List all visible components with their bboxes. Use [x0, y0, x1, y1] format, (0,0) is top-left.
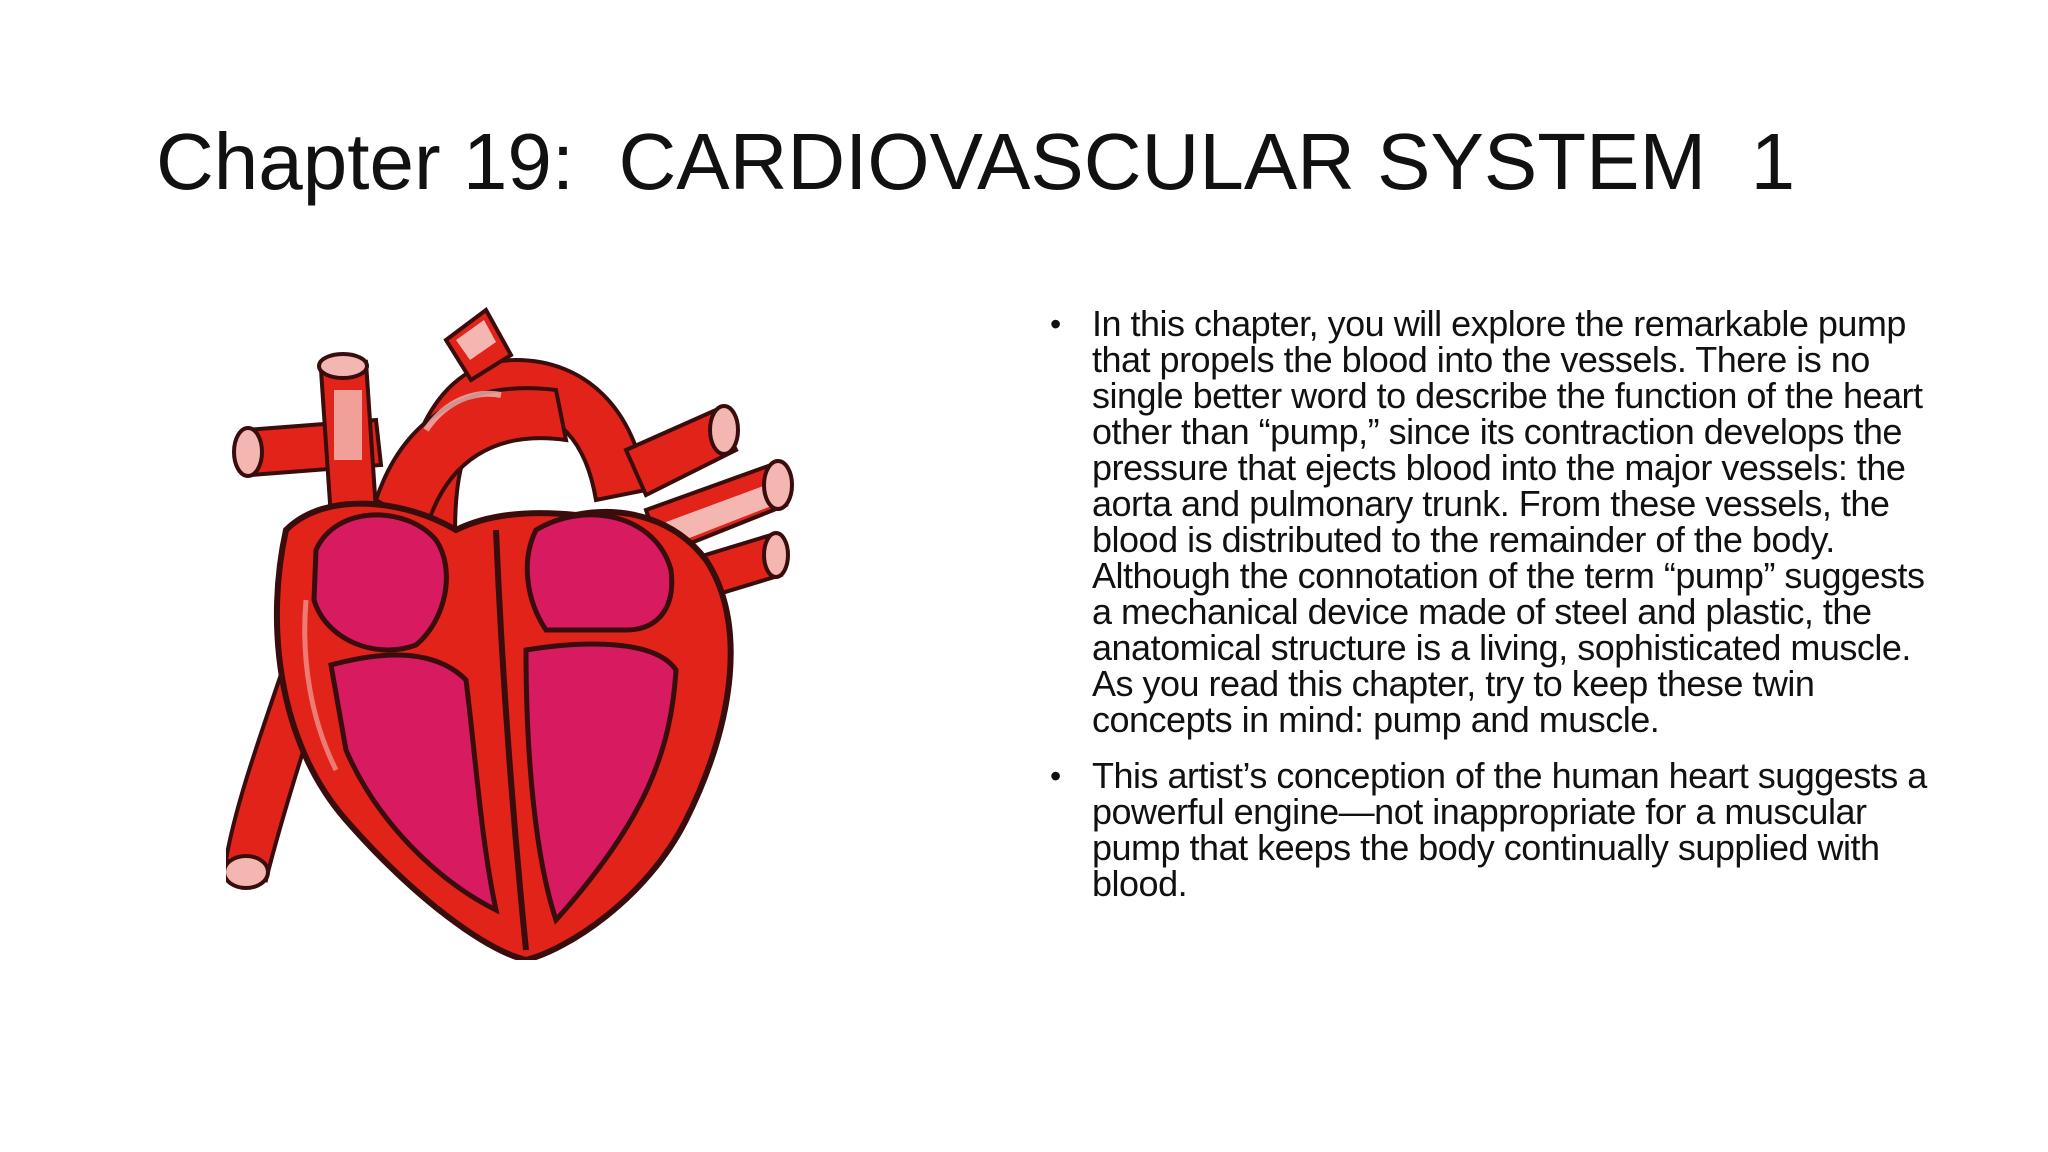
bullet-icon: • [1050, 306, 1061, 342]
bullet-item [1050, 303, 1950, 740]
bullet-text-area [1050, 303, 1950, 922]
slide-title: Chapter 19: CARDIOVASCULAR SYSTEM 1 [156, 117, 1796, 206]
bullet-list [1050, 303, 1950, 904]
bullet-text: This artist’s conception of the human heart suggests a powerful engine—not inappropriate for a muscular pump that keeps the body continually supplied with blood. [1092, 755, 1927, 904]
heart-illustration [226, 300, 816, 960]
bullet-item [1050, 755, 1950, 904]
bullet-text: In this chapter, you will explore the remarkable pump that propels the blood into the vessels. There is no single better word to describe the function of the heart other than “pump,” since its contraction develops the pressure that ejects blood into the major vessels: the aorta and pulmonary trunk. From these vessels, the blood is distributed to the remainder of the body. Although the connotation of the term “pump” suggests a mechanical device made of steel and plastic, the anatomical structure is a living, sophisticated muscle. As you read this chapter, try to keep these twin concepts in mind: pump and muscle. [1092, 303, 1925, 740]
heart-icon [226, 300, 816, 960]
bullet-icon: • [1050, 758, 1061, 794]
